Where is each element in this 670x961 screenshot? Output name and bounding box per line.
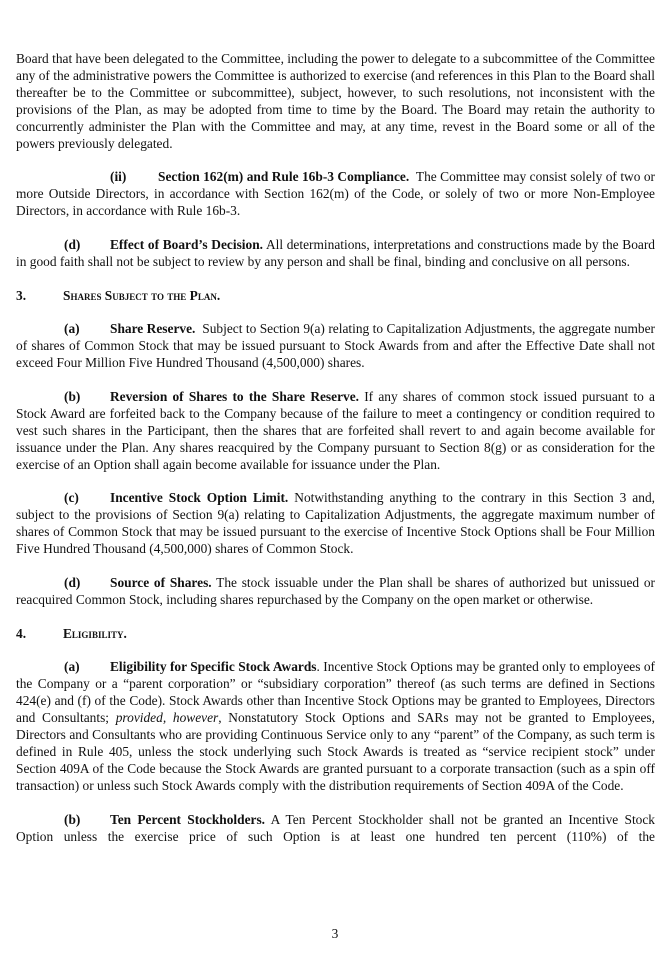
paragraph-label: (a)	[64, 321, 80, 337]
section-number: 4.	[16, 625, 27, 641]
paragraph-3b	[16, 389, 655, 474]
paragraph-heading: Source of Shares.	[110, 574, 212, 590]
paragraph-heading: Reversion of Shares to the Share Reserve.	[110, 389, 360, 405]
paragraph-body: The Committee may consist solely of two or more Outside Directors, in accordance with Section 162(m) of the Code, or solely of two or more Non-Employee Directors, in accordance with Rule 16b-3.	[16, 169, 659, 219]
page-number: 3	[331, 926, 339, 941]
paragraph-body: Notwithstanding anything to the contrary in this Section 3 and, subject to the provisions of Section 9(a) relating to Capitalization Adjustments, the aggregate maximum number of shares of Common Stock that may be issued pursuant to the exercise of Incentive Stock Options shall be Four Million Five Hundred Thousand (4,500,000) shares of Common Stock.	[16, 490, 655, 557]
paragraph-3d	[16, 575, 655, 609]
paragraph-3c	[16, 490, 655, 558]
paragraph-label: (d)	[64, 236, 81, 252]
paragraph-4a	[16, 659, 655, 794]
paragraph-label: (c)	[64, 490, 79, 506]
paragraph-body: The stock issuable under the Plan shall be shares of authorized but unissued or reacquired Common Stock, including shares repurchased by the Company on the open market or otherwise.	[16, 574, 655, 607]
paragraph-label: (ii)	[110, 169, 127, 185]
document-page	[16, 51, 659, 862]
paragraph-2c-ii	[16, 169, 659, 220]
paragraph-body: Subject to Section 9(a) relating to Capitalization Adjustments, the aggregate number of shares of Common Stock that may be issued pursuant to Stock Awards from and after the Effective Date shall not exceed Four Million Five Hundred Thousand (4,500,000) shares.	[16, 321, 659, 371]
section-3-heading	[16, 288, 655, 305]
paragraph-label: (d)	[64, 574, 81, 590]
paragraph-label: (a)	[64, 659, 80, 675]
paragraph-4b	[16, 812, 655, 846]
section-4-heading	[16, 626, 655, 643]
paragraph-italic: provided, however	[115, 710, 219, 726]
paragraph-heading: Section 162(m) and Rule 16b-3 Compliance.	[158, 169, 410, 185]
paragraph-heading: Share Reserve.	[110, 321, 196, 337]
paragraph-body: . Incentive Stock Options may be granted only to employees of the Company or a “parent corporation” or “subsidiary corporation” thereof (as such terms are defined in Sections 424(e) and (f) of the Code). Stock Awards other than Incentive Stock Options may be granted to Employees, Directors and Consultants;	[16, 659, 655, 726]
paragraph-heading: Incentive Stock Option Limit.	[110, 490, 289, 506]
paragraph-3a	[16, 321, 659, 372]
section-title: Shares Subject to the Plan.	[63, 287, 221, 303]
paragraph-heading: Ten Percent Stockholders.	[110, 811, 266, 827]
section-title: Eligibility.	[63, 625, 127, 641]
paragraph-continued: Board that have been delegated to the Committee, including the power to delegate to a subcommittee of the Committee any of the administrative powers the Committee is authorized to exercise (and references in this Plan to the Board shall thereafter be to the Committee or subcommittee), subject, however, to such resolutions, not inconsistent with the provisions of the Plan, as may be adopted from time to time by the Board. The Board may retain the authority to concurrently administer the Plan with the Committee and may, at any time, revest in the Board some or all of the powers previously delegated.	[16, 51, 655, 151]
paragraph-label: (b)	[64, 389, 81, 405]
paragraph-body: All determinations, interpretations and constructions made by the Board in good faith shall not be subject to review by any person and shall be final, binding and conclusive on all persons.	[16, 236, 656, 269]
section-number: 3.	[16, 287, 27, 303]
paragraph-body: , Nonstatutory Stock Options and SARs may not be granted to Employees, Directors and Consultants who are providing Continuous Service only to any “parent” of the Company, as such term is defined in Rule 405, unless the stock underlying such Stock Awards is treated as “service recipient stock” under Section 409A of the Code because the Stock Awards are granted pursuant to a corporate transaction (such as a spin off transaction) or unless such Stock Awards comply with the distribution requirements of Section 409A of the Code.	[16, 710, 655, 793]
paragraph-heading: Eligibility for Specific Stock Awards	[110, 659, 317, 675]
paragraph-heading: Effect of Board’s Decision.	[110, 236, 263, 252]
paragraph-label: (b)	[64, 811, 81, 827]
paragraph-body: If any shares of common stock issued pursuant to a Stock Award are forfeited back to the Company because of the failure to meet a contingency or condition required to vest such shares in the Participant, then the shares that are forfeited shall revert to and again become available for issuance under the Plan. Any shares reacquired by the Company pursuant to Section 8(g) or as consideration for the exercise of an Option shall again become available for issuance under the Plan.	[16, 389, 655, 472]
paragraph-body: A Ten Percent Stockholder shall not be granted an Incentive Stock Option unless the exercise price of such Option is at least one hundred ten percent (110%) of the	[16, 811, 655, 844]
paragraph-2d	[16, 237, 655, 271]
